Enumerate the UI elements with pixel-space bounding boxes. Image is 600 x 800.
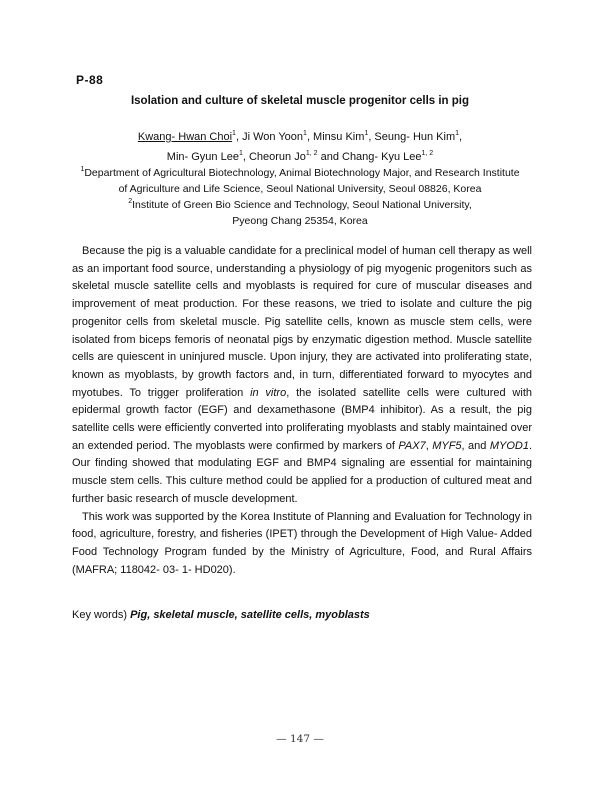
author-name: , Minsu Kim xyxy=(306,131,365,143)
author-name: and Chang- Kyu Lee xyxy=(317,151,422,163)
affiliation-text: Institute of Green Bio Science and Technology, Seoul National University, xyxy=(132,199,472,211)
abstract-text: , the isolated satellite cells were cultured with epidermal growth factor (EGF) and dexamethasone (BMP4 inhibitor). As a result, the pig satellite cells were efficiently converted into proliferating myoblasts and stably maintained over an extended period. The myoblasts were confirmed by markers of xyxy=(72,386,532,452)
author-affiliation-mark: 1 xyxy=(232,130,236,137)
author-name: , Cheorun Jo xyxy=(242,151,306,163)
affiliation-1-line-1 xyxy=(0,165,600,183)
keywords-label: Key words) xyxy=(72,609,128,621)
italic-term: in vitro xyxy=(250,386,287,399)
author-name: , Seung- Hun Kim xyxy=(368,131,456,143)
author-affiliation-mark: 1 xyxy=(364,130,369,137)
acknowledgement-paragraph: This work was supported by the Korea Institute of Planning and Evaluation for Technology in food, agriculture, forestry, and fisheries (IPET) through the Development of High Value- Added Food Technology Program funded by the Ministry of Agriculture, Food, and Rural Affairs (MAFRA; 118042- 03- 1- HD020). xyxy=(72,510,532,576)
abstract-text: , and xyxy=(461,439,490,452)
page-number: — 147 — xyxy=(276,733,324,745)
abstract-body xyxy=(72,243,532,579)
poster-code: P-88 xyxy=(76,73,104,87)
affiliation-1-line-2: of Agriculture and Life Science, Seoul National University, Seoul 08826, Korea xyxy=(118,183,482,195)
affiliation-mark: 1 xyxy=(80,166,85,173)
gene-name: MYF5 xyxy=(432,439,462,452)
paper-title: Isolation and culture of skeletal muscle progenitor cells in pig xyxy=(130,95,470,107)
affiliation-2-line-2: Pyeong Chang 25354, Korea xyxy=(232,215,368,227)
author-name: , Ji Won Yoon xyxy=(235,131,304,143)
affiliation-2-line-1 xyxy=(0,197,600,215)
author-affiliation-mark: 1, 2 xyxy=(305,150,318,157)
gene-name: PAX7 xyxy=(398,439,426,452)
affiliation-text: Department of Agricultural Biotechnology, Animal Biotechnology Major, and Research Institute xyxy=(84,167,520,179)
author-name: Min- Gyun Lee xyxy=(166,151,239,163)
author-affiliation-mark: 1 xyxy=(303,130,307,137)
affiliation-mark: 2 xyxy=(128,198,133,205)
author-affiliation-mark: 1, 2 xyxy=(421,150,434,157)
authors-line-1 xyxy=(0,127,600,147)
abstract-text: . Our finding showed that modulating EGF and BMP4 signaling are essential for maintaining muscle stem cells. This culture method could be applied for a production of cultured meat and further basic research of muscle development. xyxy=(72,439,532,505)
author-separator: , xyxy=(459,131,463,143)
author-affiliation-mark: 1 xyxy=(238,150,243,157)
authors-line-2 xyxy=(0,147,600,167)
abstract-text: , xyxy=(425,439,433,452)
presenting-author: Kwang- Hwan Choi xyxy=(137,131,233,143)
author-affiliation-mark: 1 xyxy=(455,130,460,137)
abstract-paragraph xyxy=(72,243,532,509)
abstract-text: Because the pig is a valuable candidate for a preclinical model of human cell therapy as well as an important food source, understanding a physiology of pig myogenic progenitors such as skeletal muscle satellite cells and myoblasts is required for cure of muscular diseases and improvement of meat production. For these reasons, we tried to isolate and culture the pig progenitor cells from skeletal muscle. Pig satellite cells, known as muscle stem cells, were isolated from biceps femoris of neonatal pigs by enzymatic digestion method. Muscle satellite cells are quiescent in uninjured muscle. Upon injury, they are activated into proliferating state, known as myoblasts, by growth factors and, in turn, differentiated forward to myocytes and myotubes. To trigger proliferation xyxy=(72,245,532,399)
keywords-list: Pig, skeletal muscle, satellite cells, myoblasts xyxy=(130,609,370,621)
gene-name: MYOD1 xyxy=(489,439,529,452)
keywords-line xyxy=(72,609,370,621)
